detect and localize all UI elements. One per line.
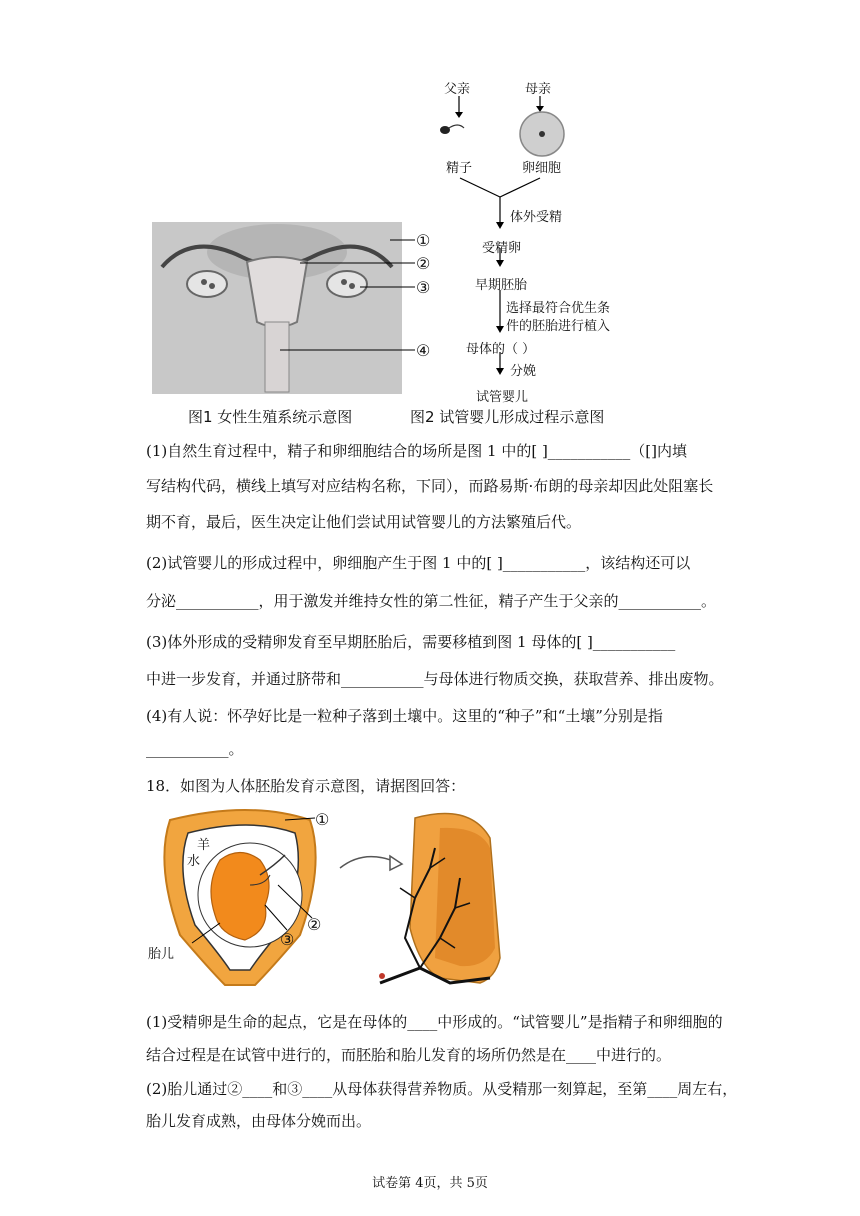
figure1-label-4: ④ [416,341,431,360]
page-footer: 试卷第 4页，共 5页 [372,1176,488,1191]
flow-fertilization: 体外受精 [510,210,563,225]
flow-delivery: 分娩 [510,364,537,379]
q18-label-amniotic-fluid: 羊 [197,838,211,853]
q18-label-3: ③ [280,930,295,949]
q18-part2-line2: 胎儿发育成熟，由母体分娩而出。 [146,1112,372,1130]
flow-father: 父亲 [444,82,471,97]
q18-label-2: ② [307,915,322,934]
flow-mother: 母亲 [525,82,552,97]
q17-part1-line3: 期不育，最后，医生决定让他们尝试用试管婴儿的方法繁殖后代。 [146,513,582,531]
q17-part3-line2: 中进一步发育，并通过脐带和___________与母体进行物质交换，获取营养、排出废物。 [146,670,724,688]
q17-part1-line2: 写结构代码，横线上填写对应结构名称，下同），而路易斯·布朗的母亲却因此处阻塞长 [146,477,714,495]
q17-part2-line1: (2)试管婴儿的形成过程中，卵细胞产生于图 1 中的[ ]___________，该结构还可以 [146,554,691,572]
q18-label-1: ① [315,810,330,829]
q17-part2-line2: 分泌___________，用于激发并维持女性的第二性征，精子产生于父亲的___________。 [146,592,717,610]
q17-part3-line1: (3)体外形成的受精卵发育至早期胚胎后，需要移植到图 1 母体的[ ]___________ [146,633,676,651]
flow-select-line2: 件的胚胎进行植入 [506,319,611,334]
flow-early-embryo: 早期胚胎 [475,278,528,293]
figure1-label-3: ③ [416,278,431,297]
q18-label-fetus: 胎儿 [148,947,175,962]
figure1-caption: 图1 女性生殖系统示意图 [188,408,353,426]
q18-title: 18．如图为人体胚胎发育示意图，请据图回答： [146,777,466,795]
q18-part1-line1: (1)受精卵是生命的起点，它是在母体的____中形成的。“试管婴儿”是指精子和卵细胞的 [146,1013,723,1031]
q17-part1-line1: (1)自然生育过程中，精子和卵细胞结合的场所是图 1 中的[ ]___________（[]内填 [146,442,688,460]
q18-label-amniotic-fluid-2: 水 [187,854,201,869]
flow-mother-body: 母体的（ ） [466,342,536,357]
q18-placenta-detail-figure [320,808,550,998]
sperm-icon [440,126,450,134]
q18-part2-line1: (2)胎儿通过②____和③____从母体获得营养物质。从受精那一刻算起，至第____周左右， [146,1080,738,1098]
flow-zygote: 受精卵 [482,241,522,256]
figure1-label-1: ① [416,231,431,250]
figure2-caption: 图2 试管婴儿形成过程示意图 [410,408,605,426]
flow-ivf-baby: 试管婴儿 [476,390,529,405]
flow-egg: 卵细胞 [522,161,562,176]
flow-select-line1: 选择最符合优生条 [506,301,611,316]
flow-sperm: 精子 [446,161,473,176]
q17-part4-line1: (4)有人说：怀孕好比是一粒种子落到土壤中。这里的“种子”和“土壤”分别是指 [146,707,663,725]
q17-part4-line2: ___________。 [146,740,244,758]
figure1-label-2: ② [416,254,431,273]
q18-part1-line2: 结合过程是在试管中进行的，而胚胎和胎儿发育的场所仍然是在____中进行的。 [146,1046,672,1064]
